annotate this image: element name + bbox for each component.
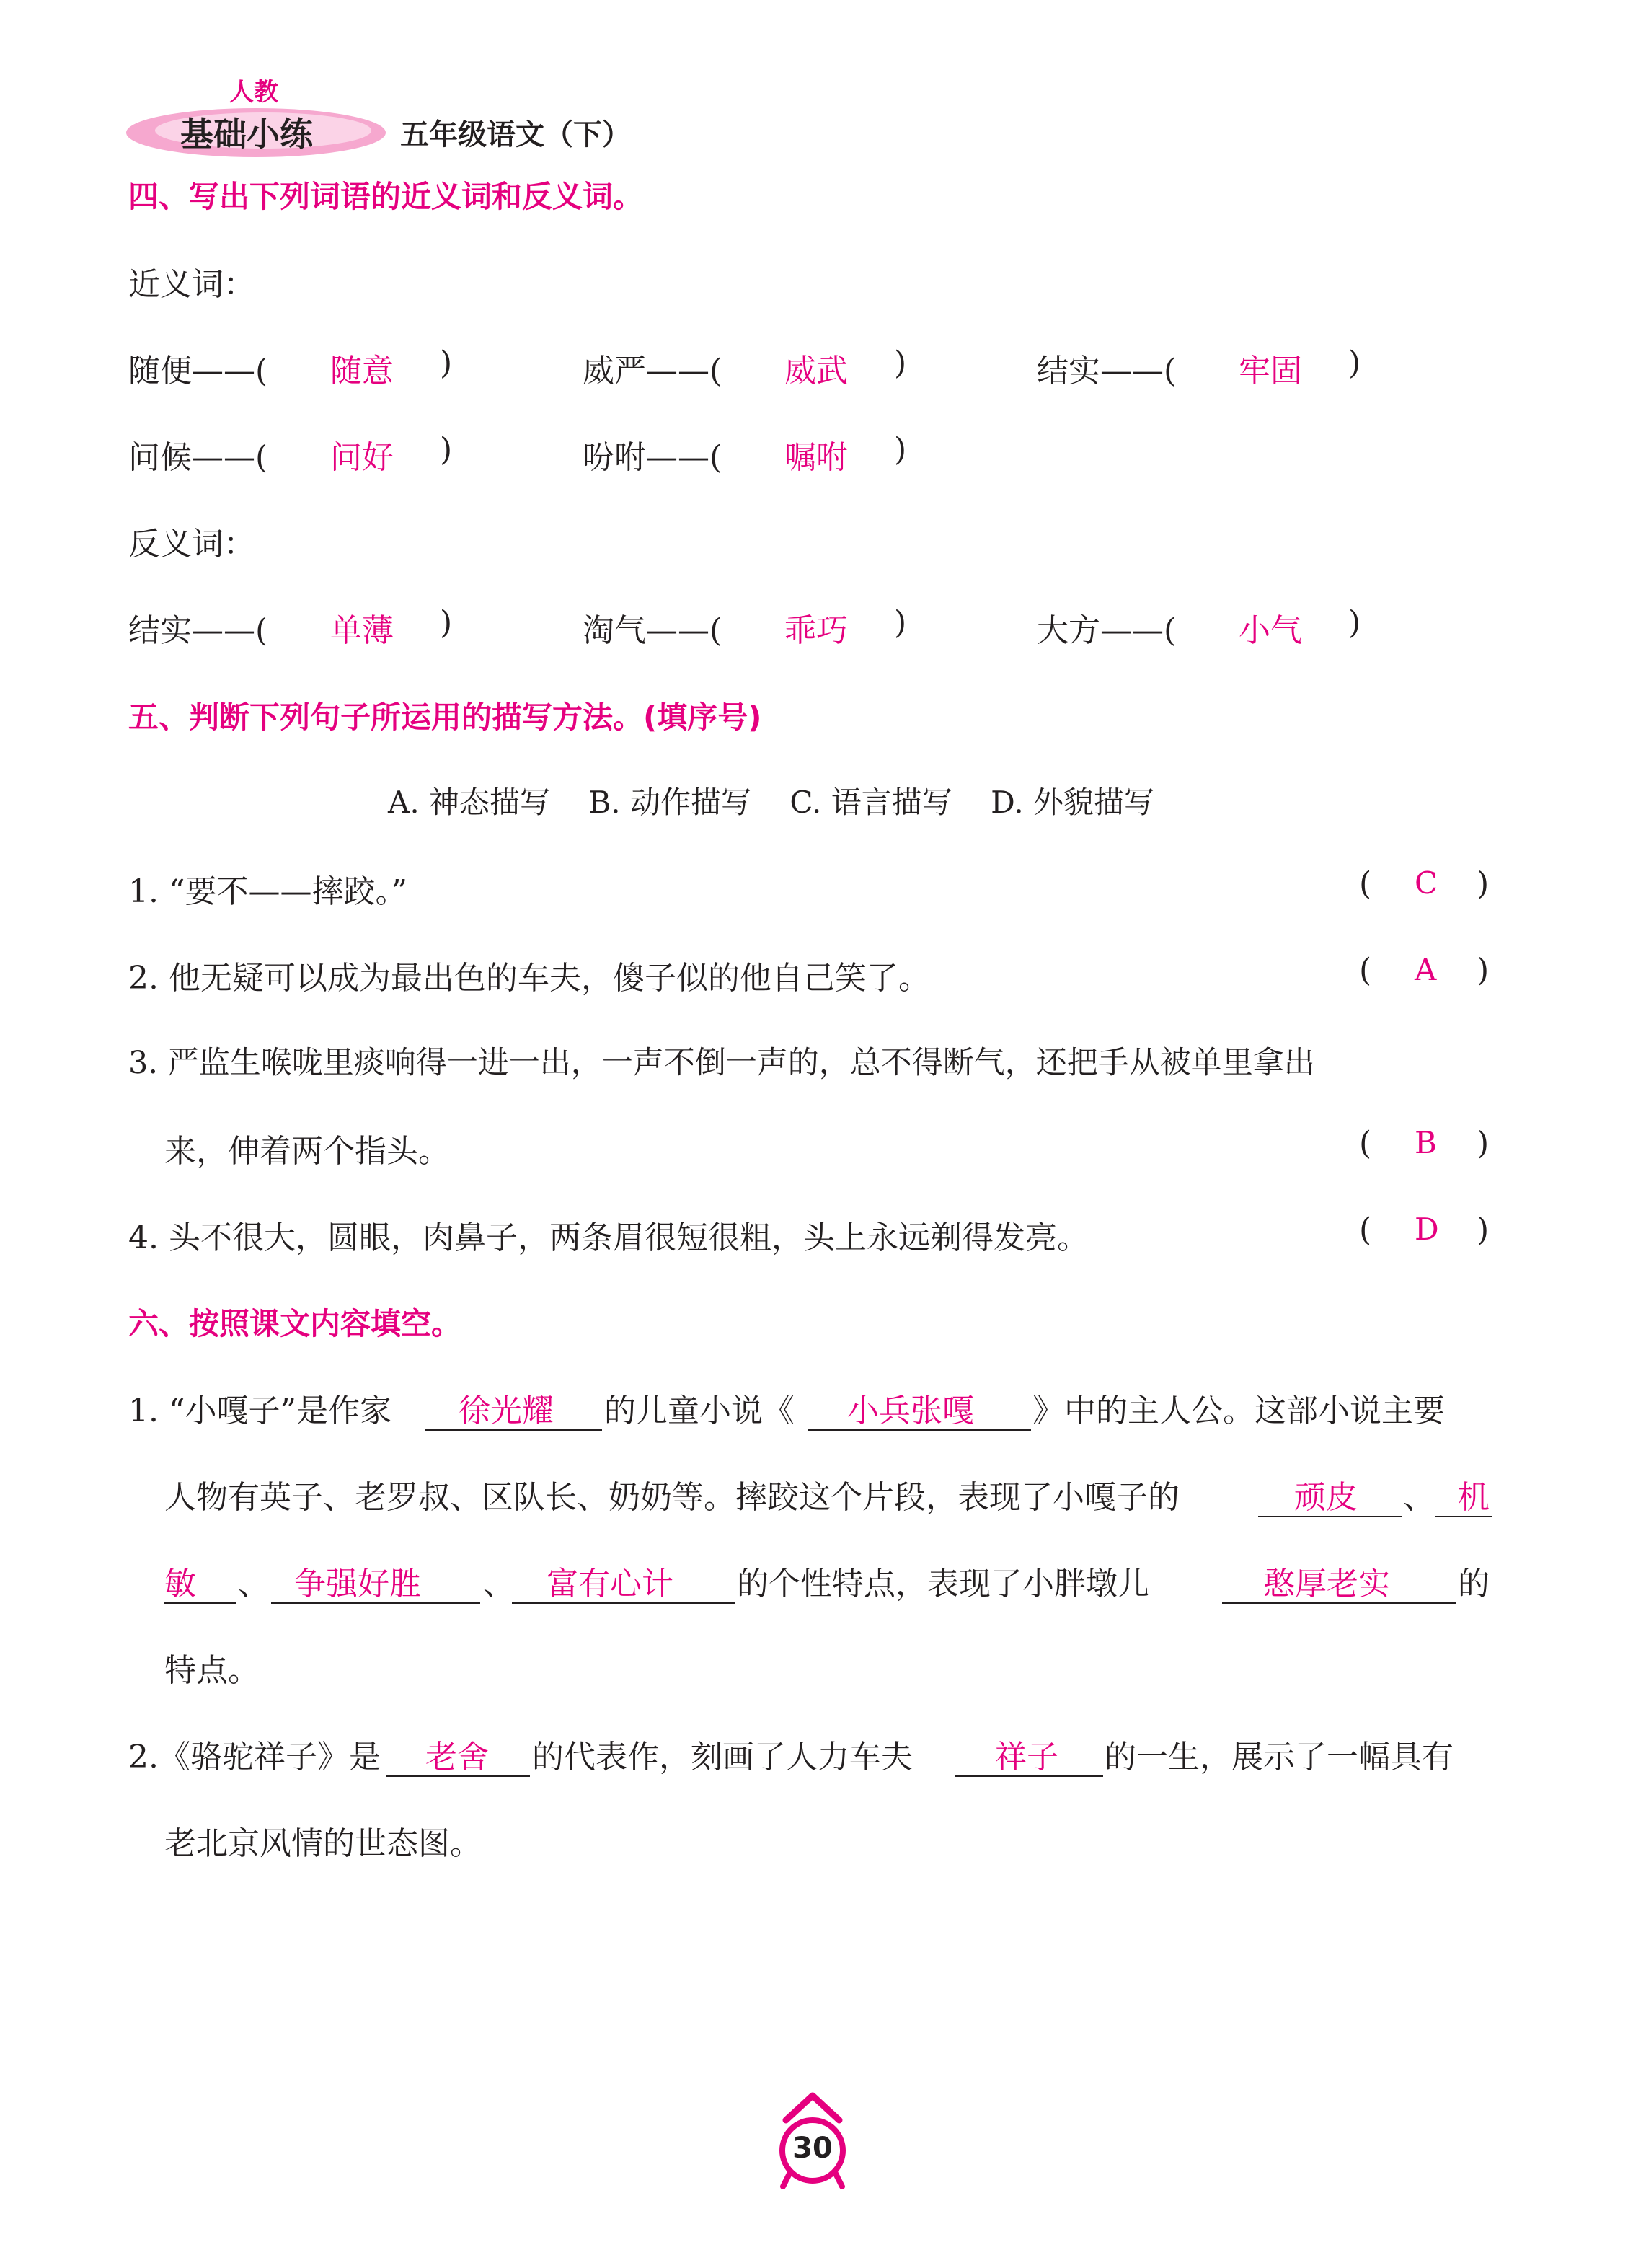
syn-word-3: 结实——(	[1037, 353, 1177, 389]
s5-paren-open-4: (	[1359, 1212, 1372, 1248]
ant-close-1: )	[440, 604, 453, 641]
s5-answer-4: D	[1415, 1212, 1439, 1247]
ant-word-3: 大方——(	[1037, 612, 1177, 649]
q1-answer-4a: 机	[1458, 1479, 1490, 1516]
syn-close-3: )	[1348, 345, 1361, 381]
q1-p10: 特点。	[164, 1652, 260, 1689]
q2-answer-2: 祥子	[995, 1739, 1058, 1775]
logo-main-text: 基础小练	[180, 115, 313, 154]
syn-word-4: 问候——(	[128, 439, 268, 476]
ant-word-1: 结实——(	[128, 612, 268, 649]
s5-answer-1: C	[1415, 865, 1438, 901]
syn-answer-5: 嘱咐	[784, 439, 848, 476]
syn-answer-3: 牢固	[1239, 353, 1302, 389]
s5-item-3: 3. 严监生喉咙里痰响得一进一出，一声不倒一声的，总不得断气，还把手从被单里拿出	[128, 1045, 1315, 1081]
s5-paren-open-2: (	[1359, 952, 1372, 989]
q2-answer-1: 老舍	[425, 1739, 489, 1775]
s5-answer-2: A	[1415, 952, 1437, 987]
q1-p7: 、	[483, 1566, 515, 1602]
s5-item-2: 2. 他无疑可以成为最出色的车夫，傻子似的他自己笑了。	[128, 960, 930, 997]
q1-p2: 的儿童小说《	[604, 1393, 795, 1429]
q1-p8: 的个性特点，表现了小胖墩儿	[737, 1566, 1149, 1602]
q2-p3: 的一生，展示了一幅具有	[1105, 1739, 1454, 1775]
header-subtitle: 五年级语文（下）	[400, 118, 631, 151]
syn-answer-4: 问好	[330, 439, 394, 476]
s5-item-4: 4. 头不很大，圆眼，肉鼻子，两条眉很短很粗，头上永远剃得发亮。	[128, 1219, 1089, 1256]
q2-p1: 2.《骆驼祥子》是	[128, 1739, 381, 1775]
section6-title: 六、按照课文内容填空。	[128, 1306, 462, 1341]
logo-top-text: 人教	[229, 78, 278, 107]
s5-item-1: 1. “要不——摔跤。”	[128, 873, 407, 910]
syn-word-1: 随便——(	[128, 353, 268, 389]
ant-word-2: 淘气——(	[583, 612, 722, 649]
q1-p1: 1. “小嘎子”是作家	[128, 1393, 391, 1429]
q1-answer-1: 徐光耀	[459, 1393, 554, 1429]
ant-answer-1: 单薄	[330, 612, 394, 649]
s5-paren-close-3: )	[1477, 1125, 1490, 1162]
section5-options: A. 神态描写 B. 动作描写 C. 语言描写 D. 外貌描写	[388, 785, 1155, 820]
q1-p4: 人物有英子、老罗叔、区队长、奶奶等。摔跤这个片段，表现了小嘎子的	[164, 1479, 1180, 1516]
syn-answer-1: 随意	[330, 353, 394, 389]
ant-close-3: )	[1348, 604, 1361, 641]
syn-answer-2: 威武	[784, 353, 848, 389]
q2-p2: 的代表作，刻画了人力车夫	[532, 1739, 913, 1775]
syn-word-5: 吩咐——(	[583, 439, 722, 476]
syn-close-2: )	[894, 345, 907, 381]
s5-paren-open-3: (	[1359, 1125, 1372, 1162]
s5-paren-close-2: )	[1477, 952, 1490, 989]
syn-close-5: )	[894, 431, 907, 468]
q1-p6: 、	[238, 1566, 270, 1602]
syn-close-4: )	[440, 431, 453, 468]
q1-p5: 、	[1403, 1479, 1435, 1516]
q1-p3: 》中的主人公。这部小说主要	[1032, 1393, 1445, 1429]
q1-answer-6: 富有心计	[547, 1566, 673, 1602]
q1-answer-7: 憨厚老实	[1263, 1566, 1390, 1602]
synonyms-label: 近义词：	[128, 266, 255, 303]
q1-p9: 的	[1458, 1566, 1490, 1602]
q2-p4: 老北京风情的世态图。	[164, 1825, 482, 1862]
q1-answer-3: 顽皮	[1294, 1479, 1358, 1516]
s5-item-3-line2: 来，伸着两个指头。	[164, 1133, 450, 1170]
section5-title: 五、判断下列句子所运用的描写方法。(填序号)	[128, 700, 762, 735]
page-number: 30	[792, 2132, 833, 2165]
q1-answer-2: 小兵张嘎	[847, 1393, 974, 1429]
syn-word-2: 威严——(	[583, 353, 722, 389]
ant-close-2: )	[894, 604, 907, 641]
q1-answer-4b: 敏	[164, 1566, 196, 1602]
section4-title: 四、写出下列词语的近义词和反义词。	[128, 179, 644, 214]
s5-answer-3: B	[1415, 1125, 1437, 1160]
q1-answer-5: 争强好胜	[294, 1566, 421, 1602]
antonyms-label: 反义词：	[128, 526, 255, 562]
syn-close-1: )	[440, 345, 453, 381]
s5-paren-close-4: )	[1477, 1212, 1490, 1248]
ant-answer-2: 乖巧	[784, 612, 848, 649]
ant-answer-3: 小气	[1239, 612, 1302, 649]
page-number-badge	[773, 2091, 852, 2199]
s5-paren-close-1: )	[1477, 865, 1490, 902]
s5-paren-open-1: (	[1359, 865, 1372, 902]
